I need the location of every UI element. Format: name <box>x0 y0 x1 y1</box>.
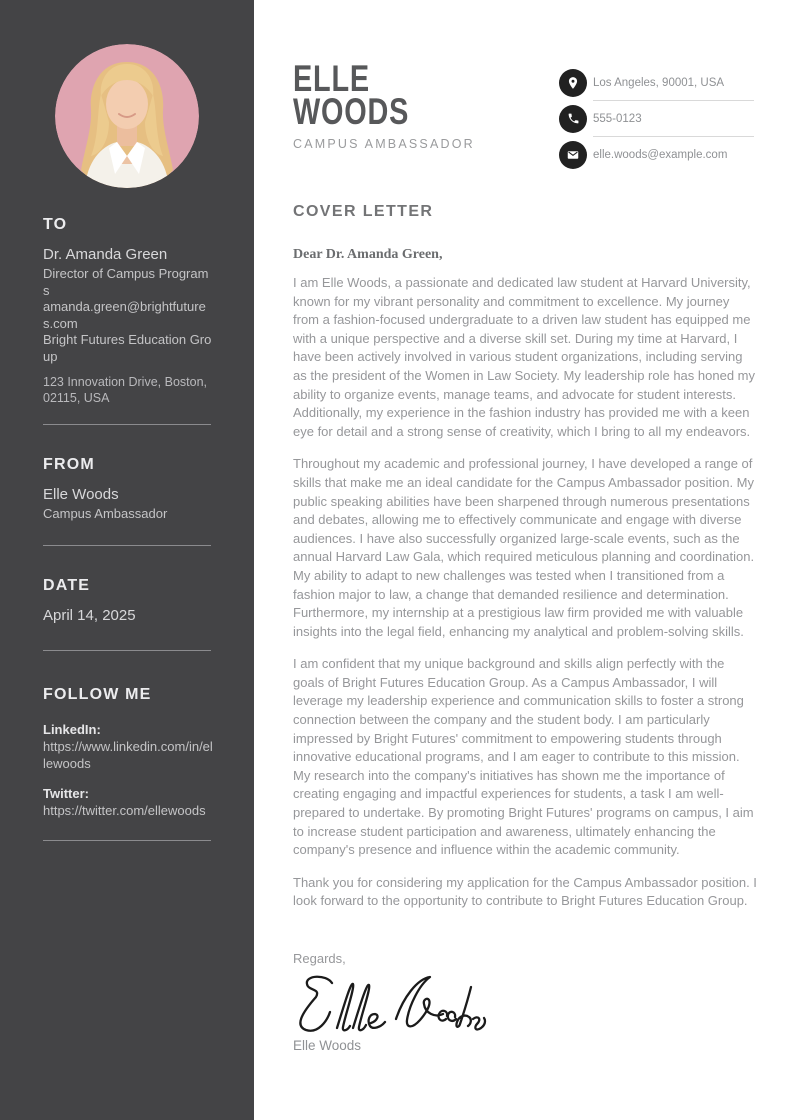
date-section <box>43 577 213 627</box>
linkedin-label: LinkedIn: <box>43 722 101 737</box>
contact-phone-text: 555-0123 <box>593 112 642 125</box>
email-icon <box>559 141 587 169</box>
contact-row-email <box>559 140 754 169</box>
sender-title: Campus Ambassador <box>43 506 168 521</box>
sidebar-divider <box>43 545 211 546</box>
contact-location-text: Los Angeles, 90001, USA <box>593 76 725 89</box>
sidebar-divider <box>43 650 211 651</box>
recipient-email: amanda.green@brightfutures.com <box>43 299 206 331</box>
recipient-address: 123 Innovation Drive, Boston, 02115, USA <box>43 375 207 405</box>
sidebar-divider <box>43 840 211 841</box>
profile-photo <box>55 44 199 188</box>
paragraph-1: I am Elle Woods, a passionate and dedicated law student at Harvard University, known for my vibrant personality and commitment to excellence. My journey from a fashion-focused undergraduate to a driven law student has equipped me with a unique perspective and a diverse skill set. During my time at Harvard, I have been actively involved in various student organizations, including serving as the president of the Women in Law Society. My leadership role has honed my ability to organize events, manage teams, and advocate for student interests. Additionally, my experience in the fashion industry has provided me with a keen eye for detail and a strong sense of creativity, which I bring to all my endeavors. <box>293 275 755 439</box>
linkedin-url: https://www.linkedin.com/in/ellewoods <box>43 739 213 771</box>
closing-text: Regards, <box>293 951 346 966</box>
follow-me-heading: FOLLOW ME <box>43 686 152 703</box>
contact-divider <box>593 100 754 101</box>
salutation: Dear Dr. Amanda Green, <box>293 247 443 262</box>
recipient-company: Bright Futures Education Group <box>43 332 212 364</box>
name-header <box>293 58 475 151</box>
role-title: CAMPUS AMBASSADOR <box>293 137 475 151</box>
contact-divider <box>593 136 754 137</box>
sender-name: Elle Woods <box>43 486 119 503</box>
twitter-url: https://twitter.com/ellewoods <box>43 803 206 818</box>
social-item-linkedin <box>43 722 213 772</box>
contact-row-phone <box>559 104 754 133</box>
from-heading: FROM <box>43 456 95 473</box>
date-heading: DATE <box>43 577 91 594</box>
phone-icon <box>559 105 587 133</box>
twitter-label: Twitter: <box>43 786 89 801</box>
date-value: April 14, 2025 <box>43 607 136 624</box>
contact-row-location <box>559 68 754 97</box>
letter-body <box>293 203 759 1053</box>
to-section <box>43 216 213 406</box>
profile-photo-illustration <box>55 44 199 188</box>
paragraph-2: Throughout my academic and professional journey, I have developed a range of skills that make me an ideal candidate for the Campus Ambassador position. My public speaking abilities have been sharpened through numerous presentations and debates, allowing me to effectively communicate and engage with diverse audiences. I have also successfully organized large-scale events, such as the annual Harvard Law Gala, which required meticulous planning and coordination. My ability to adapt to new challenges was tested when I transitioned from a fashion major to law, a change that demanded resilience and determination. Furthermore, my internship at a prestigious law firm provided me with valuable insights into the legal field, enhancing my analytical and problem-solving skills. <box>293 456 755 639</box>
from-section <box>43 456 213 523</box>
location-icon <box>559 69 587 97</box>
sidebar-divider <box>43 424 211 425</box>
recipient-title: Director of Campus Programs <box>43 266 209 298</box>
first-name: ELLE <box>293 58 370 99</box>
sidebar <box>0 0 254 1120</box>
social-item-twitter <box>43 786 213 820</box>
contact-email-text: elle.woods@example.com <box>593 148 728 161</box>
follow-me-section <box>43 686 213 834</box>
signature-name: Elle Woods <box>293 1038 362 1053</box>
recipient-name: Dr. Amanda Green <box>43 246 168 263</box>
paragraph-4: Thank you for considering my application for the Campus Ambassador position. I look forward to the opportunity to contribute to Bright Futures Education Group. <box>293 874 757 909</box>
to-heading: TO <box>43 216 68 233</box>
signature-image <box>293 972 488 1036</box>
last-name: WOODS <box>293 91 410 132</box>
contact-block <box>559 68 754 169</box>
cover-letter-heading: COVER LETTER <box>293 203 434 220</box>
paragraph-3: I am confident that my unique background and skills align perfectly with the goals of Bright Futures Education Group. As a Campus Ambassador, I will leverage my leadership experience and communication skills to foster a strong connection between the company and the student body. I am particularly impressed by Bright Futures' commitment to empowering students through innovative educational programs, and I am eager to contribute to this mission. My research into the company's initiatives has shown me the importance of creating engaging and impactful experiences for students, a task I am well-prepared to undertake. By promoting Bright Futures' programs on campus, I aim to increase student participation and awareness, ultimately enhancing the company's presence and influence within the academic community. <box>293 656 754 858</box>
